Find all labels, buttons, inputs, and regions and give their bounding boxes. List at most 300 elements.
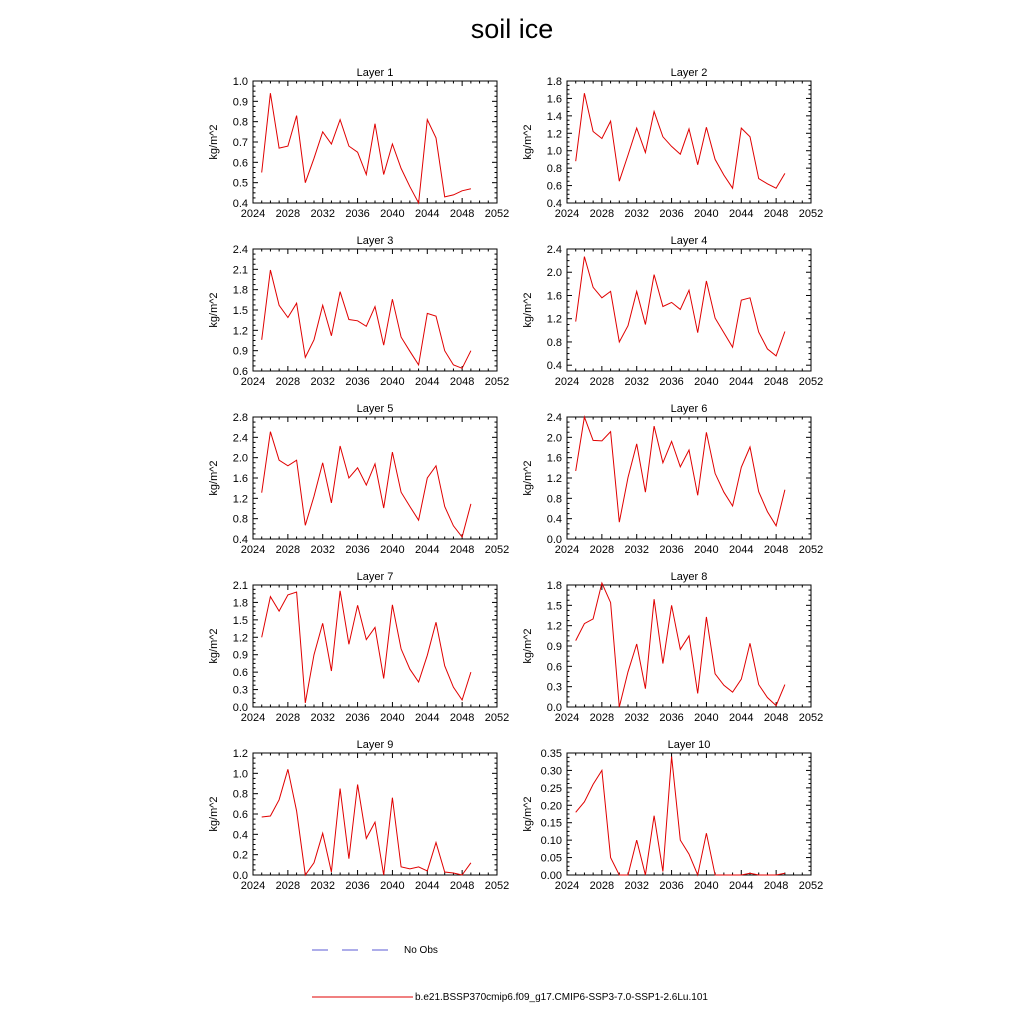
data-point — [662, 305, 664, 307]
data-point — [705, 431, 707, 433]
x-tick-label: 2024 — [240, 208, 266, 220]
series-line — [576, 257, 785, 356]
x-tick-label: 2044 — [415, 208, 440, 220]
data-point — [740, 466, 742, 468]
data-point — [391, 143, 393, 145]
data-point — [295, 459, 297, 461]
data-point — [470, 862, 472, 864]
data-point — [627, 671, 629, 673]
y-tick-label: 1.2 — [546, 128, 562, 141]
data-point — [304, 524, 306, 526]
data-point — [322, 832, 324, 834]
x-tick-label: 2040 — [694, 376, 719, 388]
x-tick-label: 2028 — [589, 544, 615, 556]
data-point — [287, 768, 289, 770]
data-point — [679, 308, 681, 310]
data-point — [723, 332, 725, 334]
y-tick-label: 1.2 — [232, 632, 248, 645]
panel-title: Layer 3 — [356, 235, 394, 247]
x-tick-label: 2032 — [624, 376, 649, 388]
y-tick-label: 0.05 — [540, 852, 562, 865]
data-point — [688, 289, 690, 291]
data-point — [365, 325, 367, 327]
data-point — [670, 755, 672, 757]
data-point — [627, 325, 629, 327]
data-point — [636, 643, 638, 645]
x-tick-label: 2028 — [275, 880, 301, 892]
series-line — [576, 93, 785, 188]
x-tick-label: 2032 — [310, 208, 335, 220]
y-tick-label: 2.1 — [232, 264, 248, 277]
data-point — [697, 874, 699, 876]
data-point — [627, 154, 629, 156]
data-point — [261, 636, 263, 638]
plot-frame — [253, 585, 497, 707]
data-point — [295, 810, 297, 812]
data-point — [444, 350, 446, 352]
data-point — [400, 336, 402, 338]
data-point — [278, 147, 280, 149]
panel-layer-9 — [208, 739, 509, 892]
data-point — [679, 466, 681, 468]
y-tick-label: 1.0 — [546, 145, 562, 158]
data-point — [583, 255, 585, 257]
y-tick-label: 1.8 — [546, 580, 562, 592]
x-tick-label: 2028 — [589, 880, 615, 892]
y-tick-label: 1.2 — [546, 313, 562, 326]
data-point — [452, 364, 454, 366]
data-point — [662, 462, 664, 464]
x-tick-label: 2048 — [449, 880, 475, 892]
data-point — [287, 465, 289, 467]
data-point — [400, 491, 402, 493]
data-point — [322, 131, 324, 133]
x-tick-label: 2052 — [798, 376, 824, 388]
data-point — [304, 702, 306, 704]
y-tick-label: 0.6 — [546, 661, 562, 674]
data-point — [461, 367, 463, 369]
panel-layer-2 — [522, 67, 823, 220]
data-point — [470, 188, 472, 190]
x-tick-label: 2028 — [275, 712, 301, 724]
x-tick-label: 2036 — [659, 376, 684, 388]
data-point — [688, 449, 690, 451]
y-tick-label: 0.8 — [232, 788, 248, 801]
plot-frame — [253, 417, 497, 539]
figure-title: soil ice — [470, 14, 554, 44]
panel-layer-1 — [208, 67, 509, 220]
x-tick-label: 2044 — [729, 712, 754, 724]
y-tick-label: 2.4 — [546, 412, 562, 424]
panel-title: Layer 9 — [356, 739, 394, 751]
data-point — [636, 127, 638, 129]
data-point — [374, 821, 376, 823]
x-tick-label: 2024 — [554, 544, 580, 556]
x-tick-label: 2044 — [415, 376, 440, 388]
panel-layer-6 — [522, 403, 823, 556]
data-point — [575, 160, 577, 162]
data-point — [618, 341, 620, 343]
data-point — [470, 671, 472, 673]
data-point — [740, 127, 742, 129]
y-tick-label: 0.4 — [546, 360, 562, 373]
series-line — [262, 93, 471, 203]
plot-frame — [253, 753, 497, 875]
data-point — [444, 871, 446, 873]
y-tick-label: 0.8 — [232, 116, 248, 129]
data-point — [348, 477, 350, 479]
series-line — [576, 757, 785, 876]
x-tick-label: 2028 — [589, 376, 615, 388]
y-tick-label: 2.4 — [546, 244, 562, 256]
y-tick-label: 0.4 — [546, 198, 562, 210]
data-point — [583, 92, 585, 94]
data-point — [365, 638, 367, 640]
data-point — [627, 476, 629, 478]
y-tick-label: 1.2 — [546, 620, 562, 633]
data-point — [383, 677, 385, 679]
x-tick-label: 2028 — [275, 208, 301, 220]
plot-frame — [567, 249, 811, 371]
y-axis-label: kg/m^2 — [522, 124, 534, 160]
data-point — [261, 492, 263, 494]
y-tick-label: 2.4 — [232, 432, 248, 445]
series-line — [576, 417, 785, 526]
x-tick-label: 2044 — [729, 208, 754, 220]
data-point — [348, 318, 350, 320]
data-point — [758, 874, 760, 876]
data-point — [575, 811, 577, 813]
y-tick-label: 0.20 — [540, 800, 562, 813]
data-point — [313, 495, 315, 497]
plot-frame — [567, 81, 811, 203]
data-point — [740, 874, 742, 876]
data-point — [679, 839, 681, 841]
data-point — [723, 174, 725, 176]
data-point — [601, 440, 603, 442]
data-point — [758, 177, 760, 179]
x-tick-label: 2040 — [380, 880, 405, 892]
series-line — [576, 583, 785, 707]
y-tick-label: 1.8 — [546, 76, 562, 88]
plot-frame — [567, 417, 811, 539]
data-point — [731, 691, 733, 693]
data-point — [697, 494, 699, 496]
plot-frame — [567, 585, 811, 707]
y-tick-label: 0.8 — [546, 163, 562, 176]
x-tick-label: 2052 — [484, 376, 510, 388]
data-point — [784, 489, 786, 491]
data-point — [374, 123, 376, 125]
data-point — [261, 816, 263, 818]
data-point — [278, 459, 280, 461]
data-point — [391, 604, 393, 606]
data-point — [426, 312, 428, 314]
x-tick-label: 2024 — [240, 544, 266, 556]
data-point — [609, 856, 611, 858]
data-point — [400, 648, 402, 650]
data-point — [339, 590, 341, 592]
data-point — [618, 874, 620, 876]
data-point — [330, 335, 332, 337]
data-point — [304, 874, 306, 876]
data-point — [601, 297, 603, 299]
data-point — [435, 621, 437, 623]
data-point — [723, 491, 725, 493]
data-point — [304, 356, 306, 358]
y-tick-label: 1.0 — [232, 76, 248, 88]
y-tick-label: 1.5 — [546, 600, 562, 613]
data-point — [287, 594, 289, 596]
x-tick-label: 2052 — [484, 880, 510, 892]
data-point — [749, 642, 751, 644]
data-point — [391, 298, 393, 300]
y-tick-label: 0.8 — [546, 493, 562, 506]
data-point — [409, 505, 411, 507]
data-point — [749, 446, 751, 448]
data-point — [261, 171, 263, 173]
y-axis-label: kg/m^2 — [208, 628, 220, 664]
data-point — [784, 683, 786, 685]
y-tick-label: 1.2 — [232, 748, 248, 760]
x-tick-label: 2048 — [449, 376, 475, 388]
data-point — [383, 173, 385, 175]
x-tick-label: 2040 — [380, 208, 405, 220]
data-point — [278, 304, 280, 306]
data-point — [356, 320, 358, 322]
panel-title: Layer 4 — [670, 235, 708, 247]
x-tick-label: 2048 — [763, 376, 789, 388]
data-point — [714, 472, 716, 474]
x-tick-label: 2040 — [380, 712, 405, 724]
data-point — [391, 797, 393, 799]
data-point — [461, 874, 463, 876]
data-point — [269, 595, 271, 597]
x-tick-label: 2032 — [624, 544, 649, 556]
data-point — [749, 297, 751, 299]
y-tick-label: 0.8 — [546, 336, 562, 349]
x-tick-label: 2048 — [763, 208, 789, 220]
data-point — [697, 692, 699, 694]
x-tick-label: 2036 — [345, 712, 370, 724]
y-tick-label: 1.2 — [546, 473, 562, 485]
y-tick-label: 0.9 — [232, 96, 248, 109]
data-point — [374, 463, 376, 465]
panel-layer-3 — [208, 235, 509, 388]
data-point — [452, 194, 454, 196]
legend-swatch-dashed — [312, 943, 402, 957]
y-tick-label: 1.5 — [232, 614, 248, 627]
y-tick-label: 1.0 — [232, 768, 248, 781]
data-point — [383, 874, 385, 876]
y-axis-label: kg/m^2 — [522, 292, 534, 328]
data-point — [575, 470, 577, 472]
x-tick-label: 2052 — [484, 712, 510, 724]
y-tick-label: 1.6 — [546, 290, 562, 303]
x-tick-label: 2040 — [694, 208, 719, 220]
data-point — [653, 273, 655, 275]
data-point — [775, 704, 777, 706]
x-tick-label: 2036 — [345, 544, 370, 556]
data-point — [636, 839, 638, 841]
x-tick-label: 2036 — [659, 544, 684, 556]
y-tick-label: 2.8 — [232, 412, 248, 424]
x-tick-label: 2032 — [310, 376, 335, 388]
data-point — [435, 841, 437, 843]
x-tick-label: 2048 — [449, 208, 475, 220]
data-point — [261, 339, 263, 341]
y-tick-label: 0.35 — [540, 748, 562, 760]
data-point — [662, 870, 664, 872]
y-tick-label: 0.10 — [540, 835, 562, 848]
data-point — [269, 269, 271, 271]
panel-title: Layer 5 — [356, 403, 394, 415]
data-point — [452, 686, 454, 688]
x-tick-label: 2032 — [624, 880, 649, 892]
y-tick-label: 2.0 — [546, 267, 562, 280]
data-point — [322, 462, 324, 464]
y-tick-label: 0.00 — [540, 870, 562, 882]
data-point — [444, 505, 446, 507]
y-tick-label: 0.0 — [546, 702, 562, 714]
data-point — [775, 355, 777, 357]
x-tick-label: 2024 — [240, 712, 266, 724]
y-tick-label: 0.4 — [232, 829, 248, 842]
data-point — [322, 304, 324, 306]
data-point — [330, 143, 332, 145]
legend-swatch-solid — [312, 990, 413, 1004]
y-tick-label: 0.6 — [232, 366, 248, 378]
y-tick-label: 0.2 — [232, 849, 248, 862]
data-point — [609, 120, 611, 122]
data-point — [723, 684, 725, 686]
panel-title: Layer 2 — [670, 67, 708, 79]
data-point — [775, 187, 777, 189]
data-point — [775, 525, 777, 527]
data-point — [618, 180, 620, 182]
data-point — [356, 604, 358, 606]
x-tick-label: 2040 — [694, 880, 719, 892]
y-tick-label: 0.8 — [232, 513, 248, 526]
plot-frame — [253, 81, 497, 203]
y-tick-label: 2.0 — [546, 432, 562, 445]
x-tick-label: 2048 — [449, 712, 475, 724]
data-point — [766, 696, 768, 698]
data-point — [714, 874, 716, 876]
data-point — [627, 874, 629, 876]
data-point — [609, 431, 611, 433]
data-point — [365, 837, 367, 839]
data-point — [670, 145, 672, 147]
data-point — [461, 699, 463, 701]
data-point — [304, 182, 306, 184]
y-tick-label: 0.0 — [232, 702, 248, 714]
data-point — [601, 769, 603, 771]
y-tick-label: 1.5 — [232, 305, 248, 317]
panel-layer-10 — [522, 739, 823, 892]
data-point — [705, 832, 707, 834]
x-tick-label: 2040 — [694, 712, 719, 724]
data-point — [435, 315, 437, 317]
data-point — [575, 639, 577, 641]
data-point — [313, 862, 315, 864]
data-point — [749, 872, 751, 874]
x-tick-label: 2048 — [449, 544, 475, 556]
y-tick-label: 0.6 — [232, 809, 248, 821]
data-point — [592, 286, 594, 288]
data-point — [330, 871, 332, 873]
y-tick-label: 0.15 — [540, 817, 562, 830]
data-point — [417, 519, 419, 521]
data-point — [365, 173, 367, 175]
plot-frame — [253, 249, 497, 371]
data-point — [592, 130, 594, 132]
data-point — [470, 350, 472, 352]
data-point — [313, 157, 315, 159]
x-tick-label: 2036 — [345, 880, 370, 892]
panel-title: Layer 8 — [670, 571, 708, 583]
data-point — [714, 158, 716, 160]
data-point — [409, 868, 411, 870]
y-tick-label: 0.7 — [232, 137, 248, 149]
y-tick-label: 0.6 — [546, 180, 562, 193]
x-tick-label: 2044 — [415, 544, 440, 556]
x-tick-label: 2024 — [554, 376, 580, 388]
data-point — [644, 151, 646, 153]
y-tick-label: 0.0 — [232, 870, 248, 882]
panel-layer-8 — [522, 571, 823, 724]
data-point — [731, 505, 733, 507]
series-line — [262, 270, 471, 368]
legend-item-model-run — [312, 990, 708, 1004]
data-point — [348, 643, 350, 645]
data-point — [426, 654, 428, 656]
data-point — [758, 683, 760, 685]
x-tick-label: 2048 — [763, 544, 789, 556]
data-point — [348, 858, 350, 860]
data-point — [417, 681, 419, 683]
y-axis-label: kg/m^2 — [522, 796, 534, 832]
data-point — [374, 626, 376, 628]
data-point — [322, 622, 324, 624]
x-tick-label: 2028 — [275, 376, 301, 388]
data-point — [601, 582, 603, 584]
data-point — [644, 874, 646, 876]
data-point — [417, 866, 419, 868]
data-point — [330, 502, 332, 504]
panel-title: Layer 10 — [667, 739, 711, 751]
y-axis-label: kg/m^2 — [208, 292, 220, 328]
data-point — [697, 332, 699, 334]
data-point — [374, 305, 376, 307]
data-point — [740, 678, 742, 680]
data-point — [435, 465, 437, 467]
data-point — [784, 872, 786, 874]
data-point — [758, 331, 760, 333]
x-tick-label: 2040 — [380, 544, 405, 556]
data-point — [356, 783, 358, 785]
data-point — [426, 118, 428, 120]
data-point — [452, 872, 454, 874]
data-point — [644, 491, 646, 493]
x-tick-label: 2036 — [659, 208, 684, 220]
data-point — [705, 126, 707, 128]
data-point — [705, 616, 707, 618]
data-point — [653, 815, 655, 817]
panel-title: Layer 6 — [670, 403, 708, 415]
y-tick-label: 1.2 — [232, 493, 248, 506]
y-tick-label: 1.8 — [232, 284, 248, 297]
